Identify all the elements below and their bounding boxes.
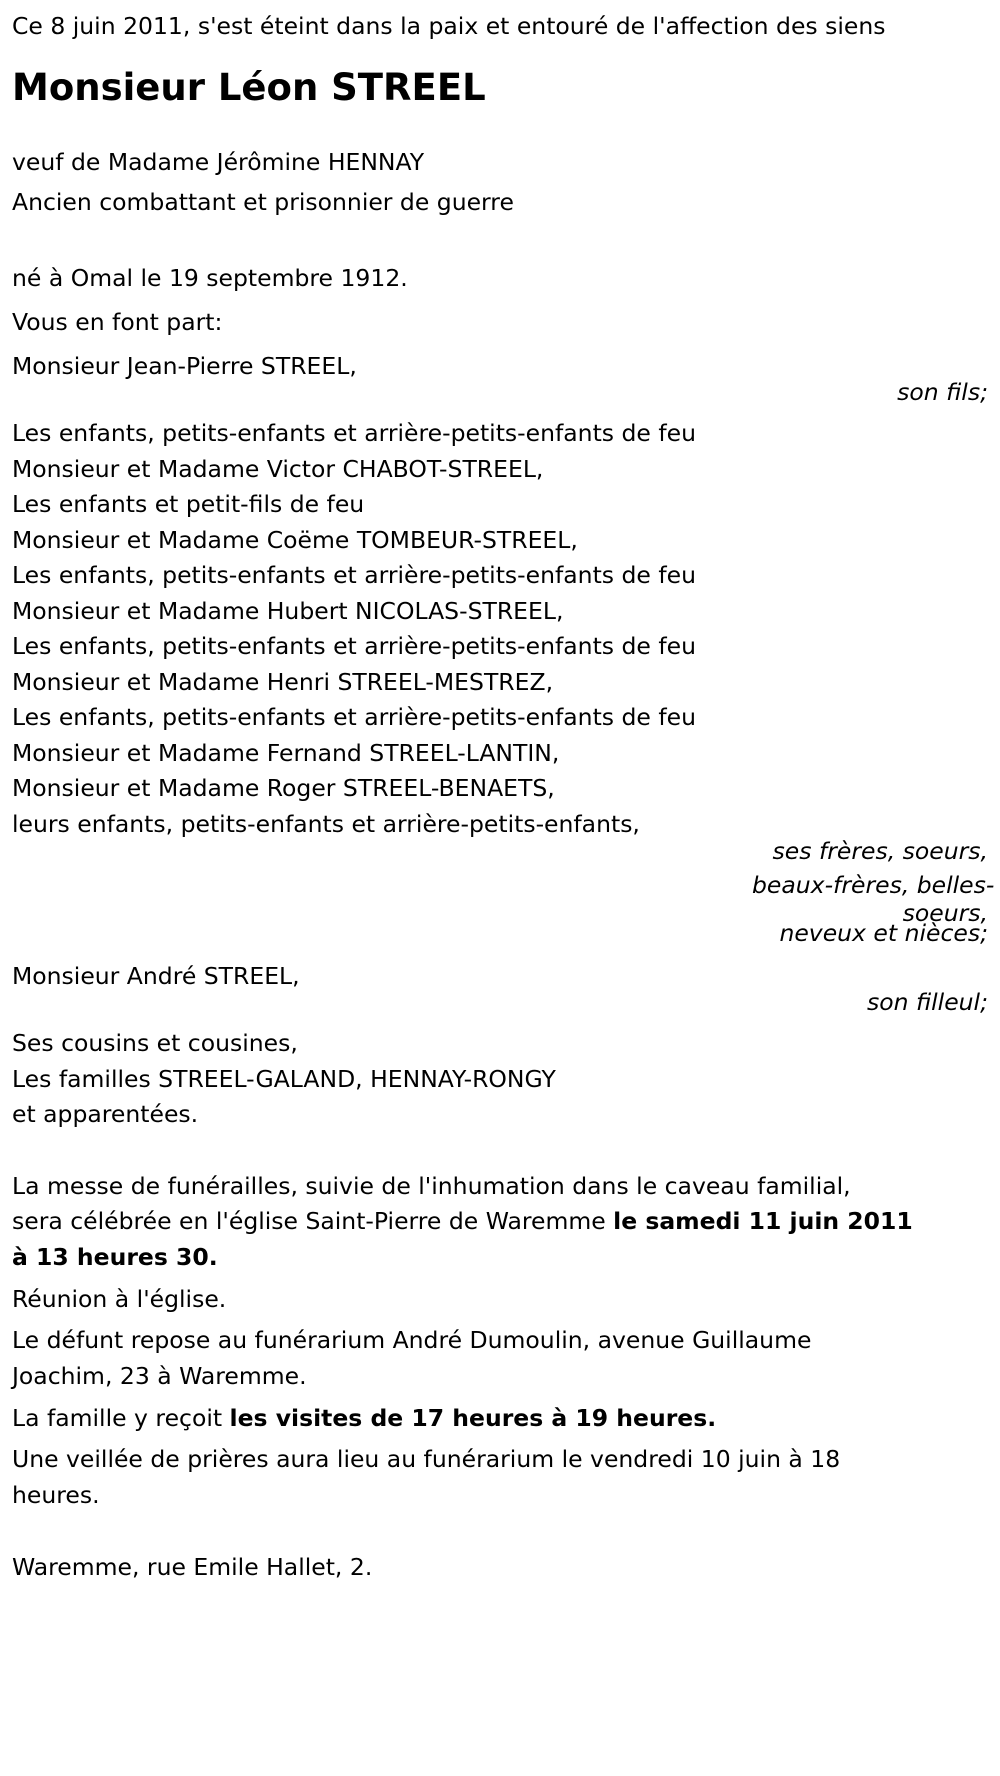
rest-info xyxy=(12,1323,988,1394)
address-text: Waremme, rue Emile Hallet, 2. xyxy=(12,1553,373,1581)
list-item: Ses cousins et cousines, xyxy=(12,1029,298,1057)
visits-text xyxy=(12,1398,988,1438)
others-entry xyxy=(12,1026,988,1133)
son-relation: son fils; xyxy=(897,378,988,406)
list-item: Monsieur et Madame Coëme TOMBEUR-STREEL, xyxy=(12,525,578,554)
list-item: Monsieur et Madame Victor CHABOT-STREEL, xyxy=(12,454,544,483)
visits-intro: La famille y reçoit xyxy=(12,1404,230,1432)
relation-line: soeurs, xyxy=(902,899,988,927)
son-entry xyxy=(12,346,988,404)
intro-text: Ce 8 juin 2011, s'est éteint dans la paix et entouré de l'affection des siens xyxy=(12,12,886,40)
vigil-line-2: heures. xyxy=(12,1480,100,1509)
list-item: Les enfants, petits-enfants et arrière-petits-enfants de feu xyxy=(12,703,696,731)
vigil-line-1: Une veillée de prières aura lieu au funérarium le vendredi 10 juin à 18 xyxy=(12,1445,841,1473)
list-item: Les enfants, petits-enfants et arrière-petits-enfants de feu xyxy=(12,632,696,660)
godson-entry xyxy=(12,956,988,1014)
list-item: leurs enfants, petits-enfants et arrière-petits-enfants, xyxy=(12,809,640,838)
vigil-info xyxy=(12,1442,988,1513)
funeral-location: sera célébrée en l'église Saint-Pierre de Waremme xyxy=(12,1207,614,1235)
list-item: Les enfants, petits-enfants et arrière-petits-enfants de feu xyxy=(12,419,696,447)
meeting-text: Réunion à l'église. xyxy=(12,1285,227,1313)
rest-line-1: Le défunt repose au funérarium André Dumoulin, avenue Guillaume xyxy=(12,1326,812,1354)
relation-line: beaux-frères, belles- xyxy=(752,871,995,899)
funeral-time: à 13 heures 30. xyxy=(12,1242,218,1271)
siblings-relation xyxy=(752,834,995,947)
funeral-line-2 xyxy=(12,1204,988,1240)
list-item: Les familles STREEL-GALAND, HENNAY-RONGY xyxy=(12,1064,556,1093)
funeral-line-1: La messe de funérailles, suivie de l'inhumation dans le caveau familial, xyxy=(12,1171,851,1200)
list-item: Monsieur et Madame Henri STREEL-MESTREZ, xyxy=(12,667,554,696)
list-item: Monsieur et Madame Fernand STREEL-LANTIN, xyxy=(12,738,560,767)
deceased-name: Monsieur Léon STREEL xyxy=(12,66,486,109)
siblings-entry xyxy=(12,416,988,842)
list-item: et apparentées. xyxy=(12,1100,199,1128)
funeral-date: le samedi 11 juin 2011 xyxy=(613,1207,913,1235)
birth-text: né à Omal le 19 septembre 1912. xyxy=(12,264,408,292)
godson-relation: son filleul; xyxy=(866,988,988,1016)
son-name: Monsieur Jean-Pierre STREEL, xyxy=(12,352,357,380)
list-item: Les enfants, petits-enfants et arrière-petits-enfants de feu xyxy=(12,561,696,589)
visits-hours: les visites de 17 heures à 19 heures. xyxy=(229,1404,717,1432)
widower-text: veuf de Madame Jérômine HENNAY xyxy=(12,148,425,176)
godson-name: Monsieur André STREEL, xyxy=(12,962,300,990)
funeral-info xyxy=(12,1169,988,1276)
veteran-text: Ancien combattant et prisonnier de guerre xyxy=(12,188,514,216)
relation-line: neveux et nièces; xyxy=(779,919,988,947)
relation-line: ses frères, soeurs, xyxy=(772,837,988,865)
list-item: Les enfants et petit-fils de feu xyxy=(12,490,365,518)
funeral-line-3 xyxy=(12,1240,988,1276)
rest-line-2: Joachim, 23 à Waremme. xyxy=(12,1361,307,1390)
announce-text: Vous en font part: xyxy=(12,308,223,336)
list-item: Monsieur et Madame Hubert NICOLAS-STREEL, xyxy=(12,596,564,625)
list-item: Monsieur et Madame Roger STREEL-BENAETS, xyxy=(12,774,555,802)
